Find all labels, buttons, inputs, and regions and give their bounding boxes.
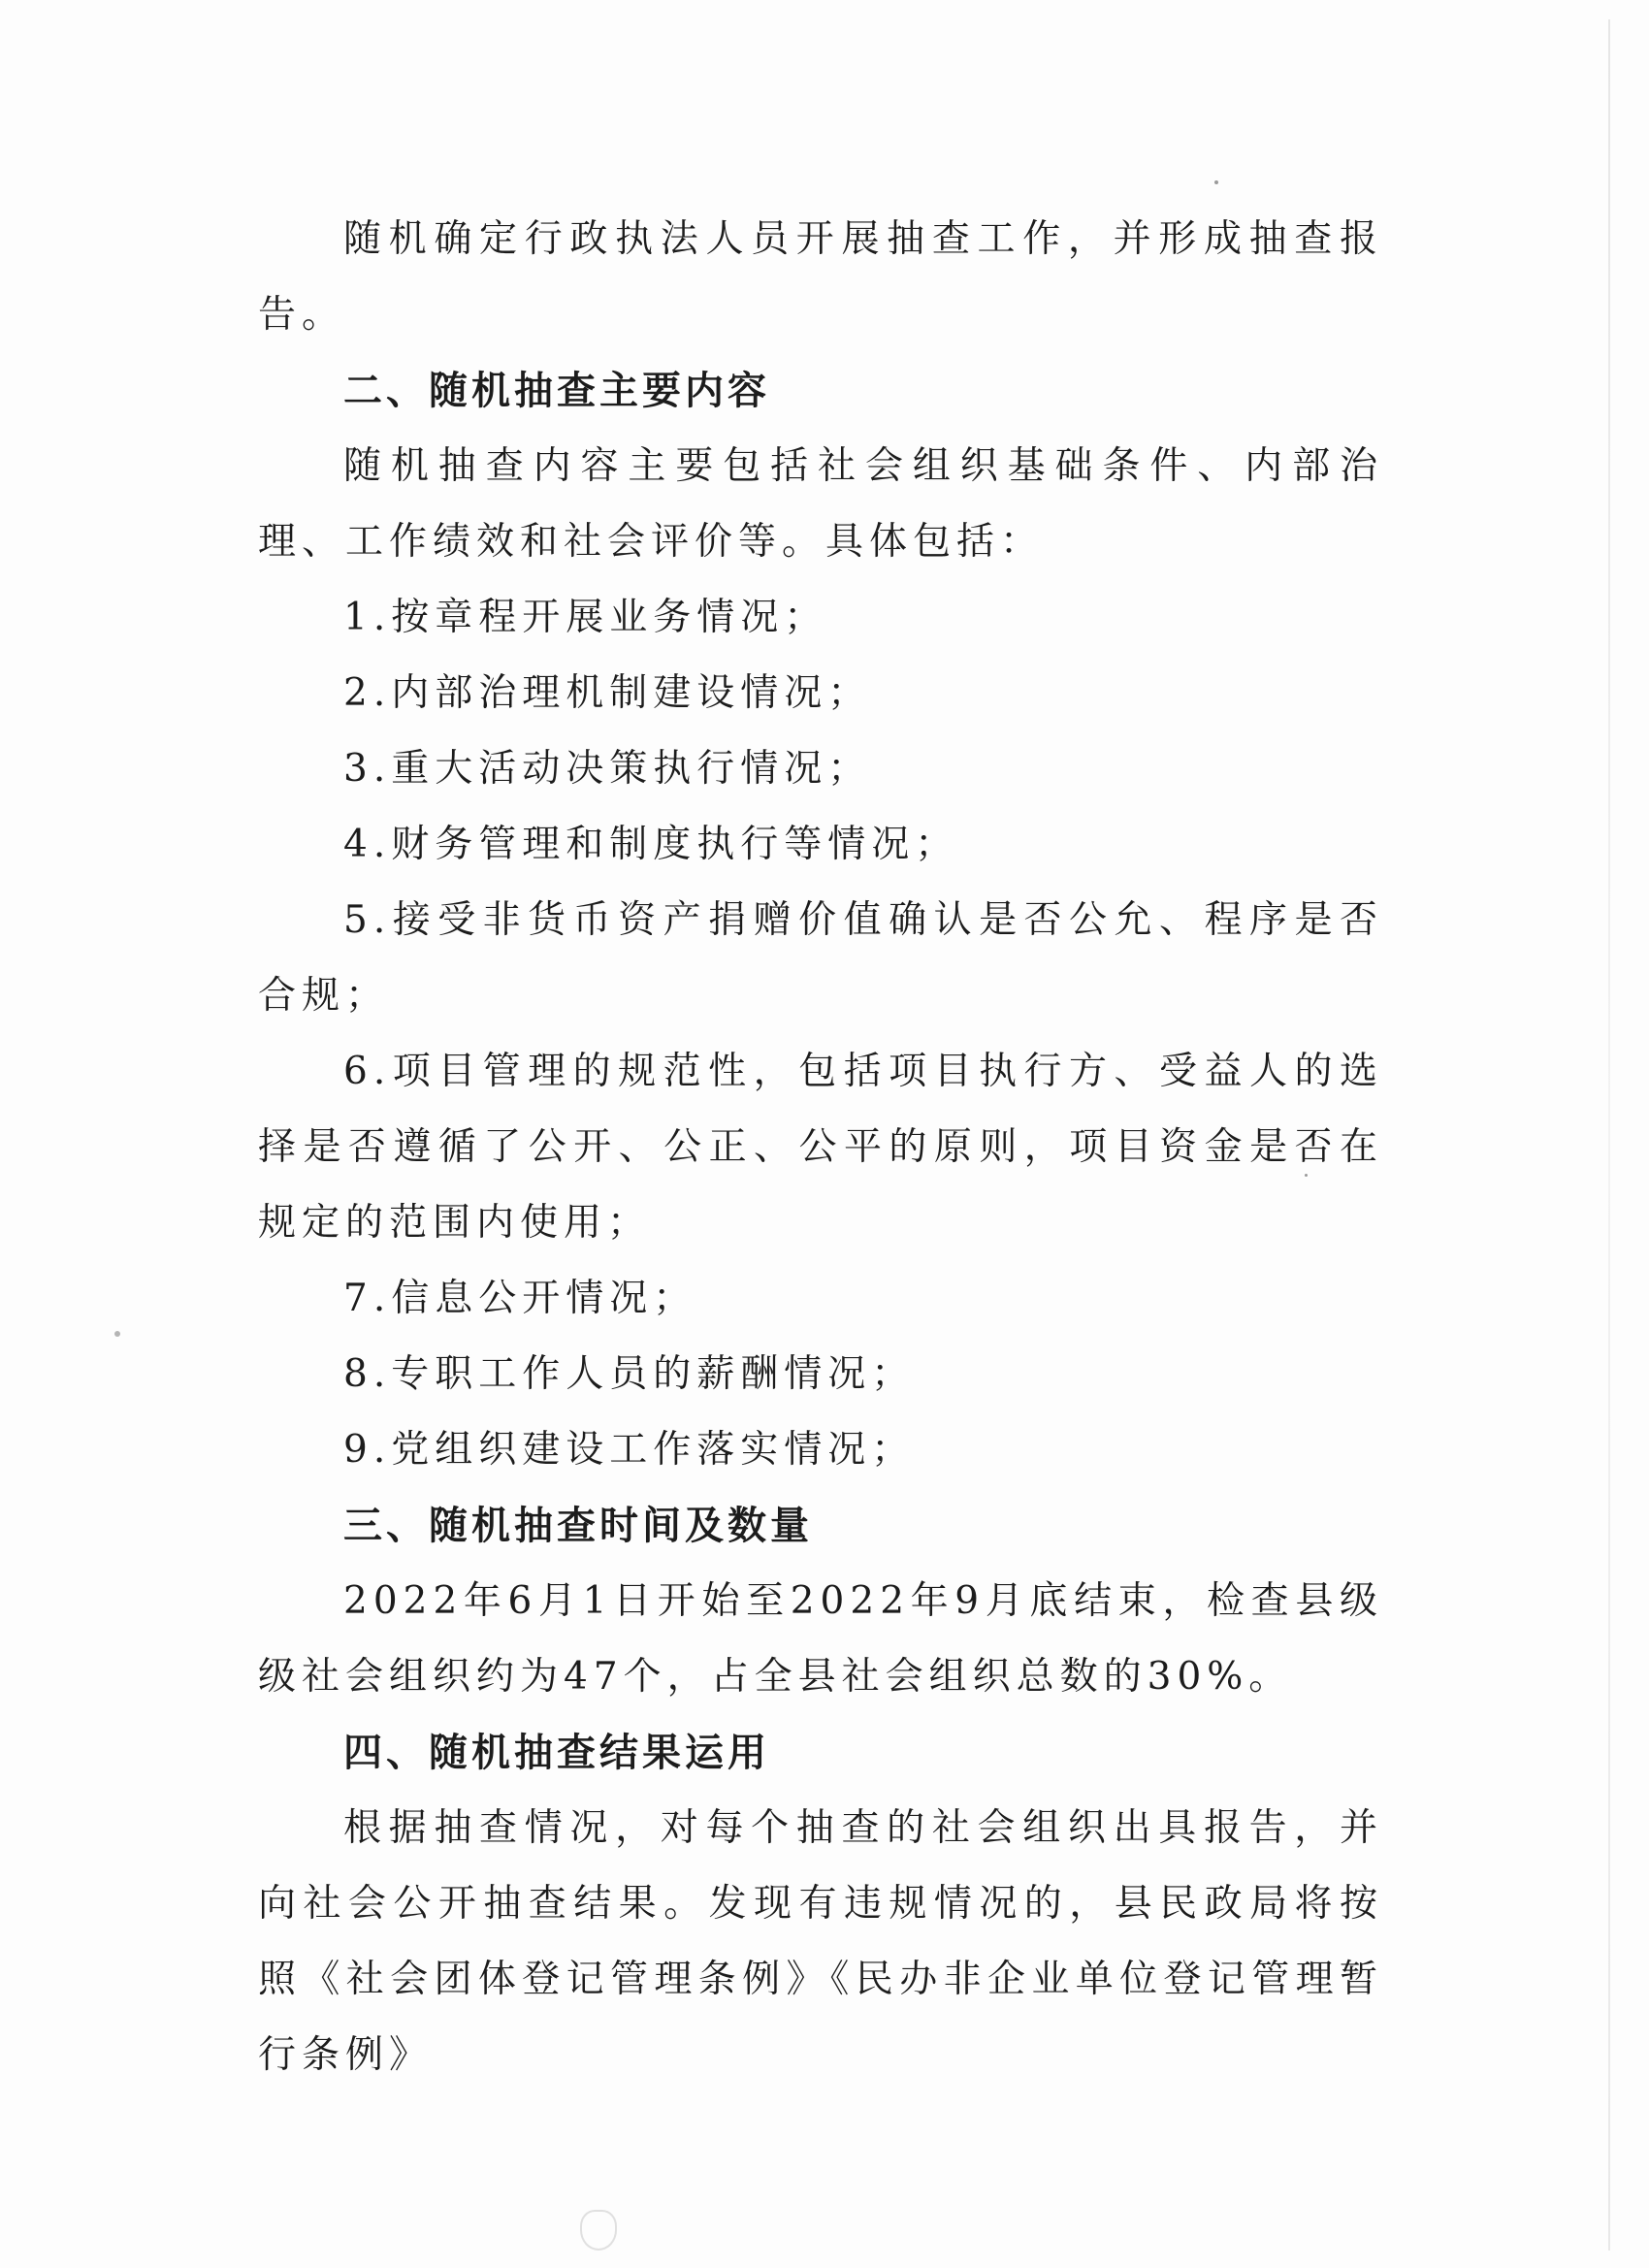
scan-edge-shadow (1608, 19, 1610, 2251)
document-body (258, 202, 1383, 2093)
scan-speck (114, 1331, 120, 1337)
paragraph-time-quantity: 2022年6月1日开始至2022年9月底结束，检查县级级社会组织约为47个，占全县社会组织总数的30%。 (258, 1579, 1383, 1699)
list-item-5: 5.接受非货币资产捐赠价值确认是否公允、程序是否合规； (258, 898, 1383, 1018)
list-item-6: 6.项目管理的规范性，包括项目执行方、受益人的选择是否遵循了公开、公正、公平的原则，项目资金是否在规定的范围内使用； (258, 1050, 1383, 1245)
list-item-7: 7.信息公开情况； (343, 1277, 697, 1320)
section-heading-4: 四、随机抽查结果运用 (343, 1731, 770, 1775)
section-heading-3: 三、随机抽查时间及数量 (343, 1504, 813, 1548)
list-item-2: 2.内部治理机制建设情况； (343, 671, 872, 715)
scan-speck (1214, 180, 1218, 184)
list-item-4: 4.财务管理和制度执行等情况； (343, 823, 959, 866)
scan-speck (1305, 1174, 1308, 1177)
list-item-9: 9.党组织建设工作落实情况； (343, 1428, 916, 1472)
list-item-8: 8.专职工作人员的薪酬情况； (343, 1352, 916, 1396)
scan-smudge-mark (580, 2210, 617, 2251)
list-item-1: 1.按章程开展业务情况； (343, 596, 828, 639)
paragraph-results-usage: 根据抽查情况，对每个抽查的社会组织出具报告，并向社会公开抽查结果。发现有违规情况的，县民政局将按照《社会团体登记管理条例》《民办非企业单位登记管理暂行条例》 (258, 1806, 1383, 2077)
section-heading-2: 二、随机抽查主要内容 (343, 369, 770, 413)
paragraph-continuation: 随机确定行政执法人员开展抽查工作，并形成抽查报告。 (258, 217, 1383, 337)
list-item-3: 3.重大活动决策执行情况； (343, 747, 872, 791)
paragraph-content-intro: 随机抽查内容主要包括社会组织基础条件、内部治理、工作绩效和社会评价等。具体包括： (258, 444, 1383, 564)
